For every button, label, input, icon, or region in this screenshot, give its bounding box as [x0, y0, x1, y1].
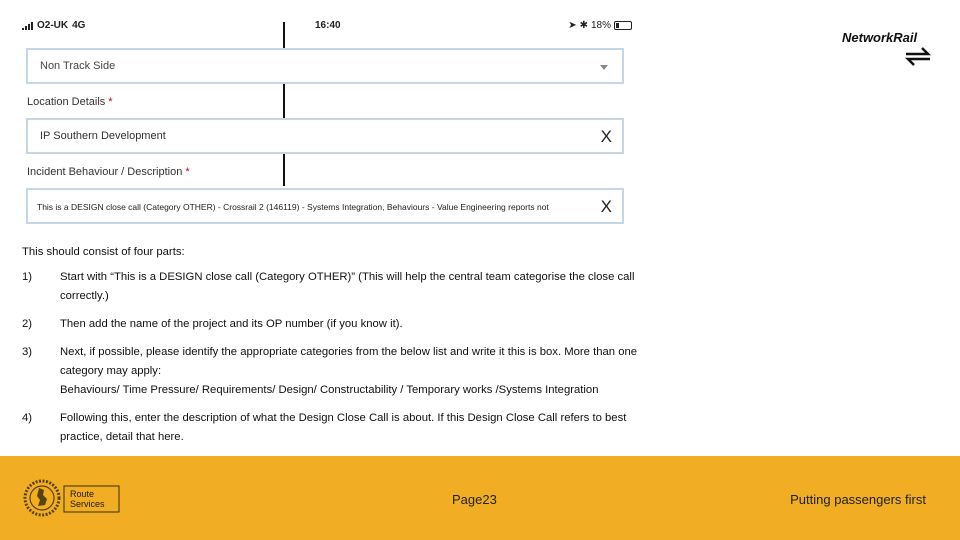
- network-type: 4G: [72, 20, 86, 31]
- description-value: This is a DESIGN close call (Category OTHER) - Crossrail 2 (146119) - Systems Integration, Behaviours - Value Engineering reports not: [37, 202, 549, 212]
- step-number: 4): [22, 412, 33, 424]
- step-text: Next, if possible, please identify the appropriate categories from the below list and write it this is box. More than one category may apply:: [60, 346, 638, 377]
- footer: [0, 456, 960, 540]
- signal-icon: [22, 22, 33, 30]
- location-arrow-icon: ➤: [568, 20, 577, 31]
- status-left: [22, 20, 85, 31]
- map-icon: [37, 488, 47, 506]
- status-right: [568, 20, 632, 31]
- instructions: [22, 246, 672, 456]
- step-number: 3): [22, 346, 33, 358]
- step-text-block: [60, 343, 672, 400]
- badge-line2: Services: [70, 499, 105, 509]
- step-number: 1): [22, 271, 33, 283]
- step-text: Then add the name of the project and its OP number (if you know it).: [60, 318, 403, 330]
- type-select[interactable]: [26, 48, 624, 84]
- network-rail-logo: [842, 28, 934, 68]
- location-label: [27, 96, 113, 108]
- description-field[interactable]: [26, 188, 624, 224]
- description-label-text: Incident Behaviour / Description: [27, 166, 183, 178]
- cursor-line: [283, 22, 285, 186]
- status-time: 16:40: [315, 20, 341, 31]
- location-label-text: Location Details: [27, 96, 106, 108]
- badge-line1: Route: [70, 489, 95, 499]
- list-item: [22, 409, 672, 447]
- required-mark: *: [185, 166, 190, 178]
- battery-icon: [614, 21, 632, 30]
- category-list: Behaviours/ Time Pressure/ Requirements/ Design/ Constructability / Temporary works /Systems Integration: [60, 384, 599, 396]
- required-mark: *: [108, 96, 113, 108]
- clear-location-icon[interactable]: X: [600, 127, 612, 146]
- svg-text:NetworkRail: NetworkRail: [842, 30, 918, 45]
- chevron-down-icon[interactable]: [600, 65, 608, 70]
- route-services-badge: [22, 472, 122, 528]
- battery-percent: 18%: [590, 20, 611, 31]
- step-text: Following this, enter the description of what the Design Close Call is about. If this Design Close Call refers to best practice, detail that here.: [60, 412, 627, 443]
- carrier-name: O2-UK: [37, 20, 69, 31]
- step-number: 2): [22, 318, 33, 330]
- list-item: [22, 343, 672, 400]
- list-item: [22, 315, 672, 334]
- double-arrow-icon: [906, 48, 930, 65]
- page-number: Page23: [452, 492, 497, 507]
- location-field[interactable]: [26, 118, 624, 154]
- footer-tagline: Putting passengers first: [790, 492, 926, 507]
- step-text: Start with “This is a DESIGN close call (Category OTHER)” (This will help the central team categorise the close call correctly.): [60, 271, 635, 302]
- list-item: [22, 268, 672, 306]
- type-select-value: Non Track Side: [40, 60, 116, 72]
- status-bar: [22, 20, 632, 36]
- location-value: IP Southern Development: [40, 130, 166, 142]
- clear-description-icon[interactable]: X: [600, 197, 612, 216]
- bluetooth-icon: ✱: [579, 20, 588, 31]
- description-label: [27, 166, 190, 178]
- instructions-intro: This should consist of four parts:: [22, 246, 185, 258]
